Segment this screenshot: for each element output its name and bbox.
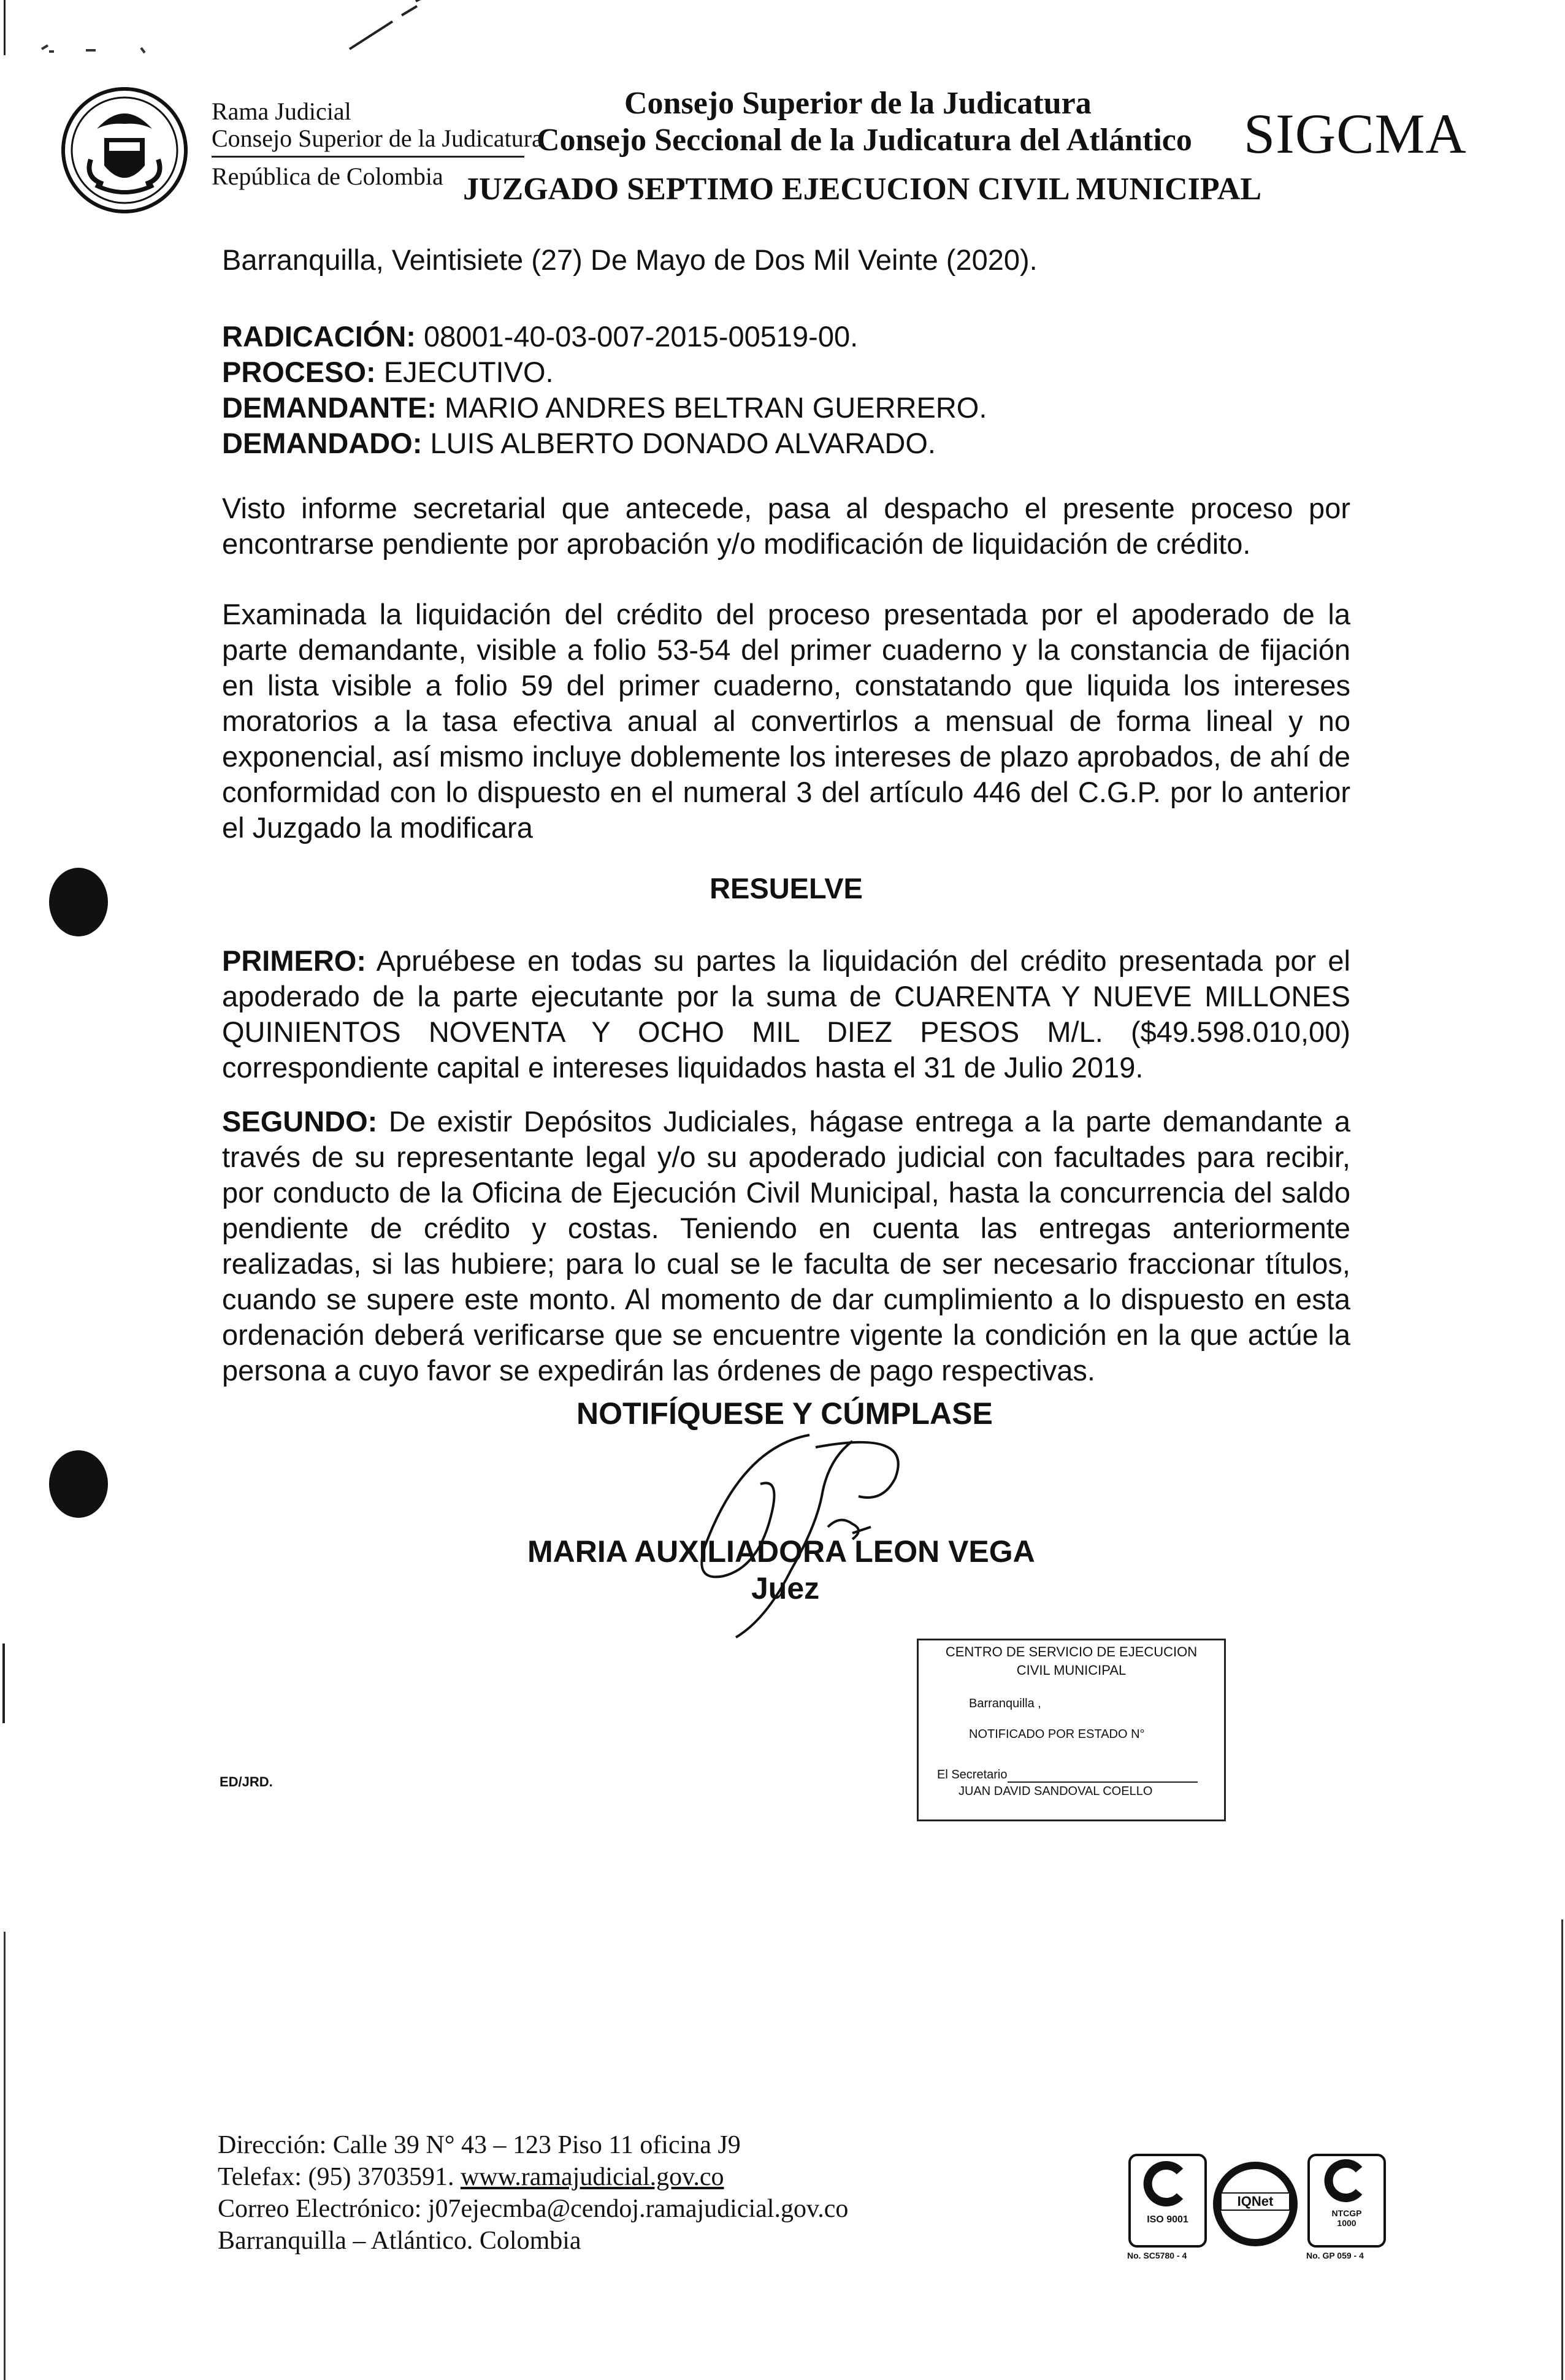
footer-address-block — [218, 2129, 1076, 2257]
demandado-label: DEMANDADO: — [222, 427, 423, 459]
judge-title: Juez — [751, 1571, 820, 1605]
proceso-row — [222, 354, 1338, 390]
iso-9001-cert-logo — [1128, 2154, 1207, 2248]
punch-hole — [49, 868, 108, 936]
proceso-value: EJECUTIVO. — [383, 356, 554, 388]
radicacion-value: 08001-40-03-007-2015-00519-00. — [423, 320, 859, 353]
icontec-c-icon — [1310, 2156, 1383, 2205]
footer-direccion: Dirección: Calle 39 N° 43 – 123 Piso 11 oficina J9 — [218, 2131, 741, 2159]
paragraph-segundo — [222, 1104, 1350, 1388]
iqnet-cert-logo — [1213, 2162, 1298, 2246]
demandado-value: LUIS ALBERTO DONADO ALVARADO. — [430, 427, 936, 459]
header-sigcma: SIGCMA — [1244, 102, 1467, 165]
header-divider — [212, 156, 524, 158]
scan-margin-line — [4, 0, 6, 55]
primero-text: Apruébese en todas su partes la liquidación del crédito presentada por el apoderado de la parte ejecutante por la suma de CUARENTA Y NUEVE MILLONES QUINIENTOS NOVENTA Y OCHO MIL DIEZ PESOS M/L. ($49.598.010,00) correspondiente capital e intereses liquidados hasta el 31 de Julio 2019. — [222, 944, 1350, 1084]
stamp-line2: CIVIL MUNICIPAL — [1016, 1663, 1127, 1678]
header-republica: República de Colombia — [212, 163, 443, 190]
header-title-juzgado: JUZGADO SEPTIMO EJECUCION CIVIL MUNICIPAL — [463, 172, 1262, 207]
segundo-label: SEGUNDO: — [222, 1105, 378, 1138]
header-title-consejo-seccional: Consejo Seccional de la Judicatura del Atlántico — [537, 123, 1192, 158]
gp-cert-number: No. GP 059 - 4 — [1306, 2251, 1364, 2260]
stamp-secretario-row — [937, 1767, 1224, 1783]
scan-pen-mark — [343, 0, 429, 55]
radicacion-label: RADICACIÓN: — [222, 320, 416, 353]
icontec-c-icon — [1131, 2156, 1204, 2211]
stamp-notificado: NOTIFICADO POR ESTADO N° — [969, 1728, 1145, 1741]
segundo-text: De existir Depósitos Judiciales, hágase entrega a la parte demandante a través de su representante legal y/o su apoderado judicial con facultades para recibir, por conducto de la Oficina de Ejecución Civil Municipal, hasta la concurrencia del saldo pendiente de crédito y costas. Teniendo en cuenta las entregas anteriormente realizadas, si las hubiere; para lo cual se le faculta de ser necesario fraccionar títulos, cuando se supere este monto. Al momento de dar cumplimiento a lo dispuesto en esta ordenación deberá verificarse que se encuentre vigente la condición en la que actúe la persona a cuyo favor se expedirán las órdenes de pago respectivas. — [222, 1105, 1350, 1387]
ntcgp-label: NTCGP 1000 — [1331, 2208, 1362, 2228]
iqnet-label: IQNet — [1220, 2192, 1290, 2211]
header-consejo-superior-small: Consejo Superior de la Judicatura — [212, 124, 543, 152]
notifiquese-heading: NOTIFÍQUESE Y CÚMPLASE — [576, 1396, 993, 1431]
footer-web-link[interactable]: www.ramajudicial.gov.co — [460, 2163, 724, 2191]
paragraph-visto-informe: Visto informe secretarial que antecede, pasa al despacho el presente proceso por encontrarse pendiente por aprobación y/o modificación de liquidación de crédito. — [222, 492, 1350, 560]
demandante-row — [222, 390, 1338, 426]
scan-margin-line — [1561, 1919, 1563, 2380]
notification-stamp — [917, 1639, 1226, 1821]
proceso-label: PROCESO: — [222, 356, 376, 388]
footer-telefax: Telefax: (95) 3703591. — [218, 2163, 461, 2191]
stamp-secretario-name: JUAN DAVID SANDOVAL COELLO — [959, 1785, 1153, 1798]
scan-margin-line — [2, 1643, 5, 1723]
footer-correo: Correo Electrónico: j07ejecmba@cendoj.ramajudicial.gov.co — [218, 2195, 849, 2223]
footer-ciudad: Barranquilla – Atlántico. Colombia — [218, 2227, 581, 2255]
iso-cert-number: No. SC5780 - 4 — [1127, 2251, 1187, 2260]
demandado-row — [222, 426, 1338, 461]
punch-hole — [49, 1450, 108, 1518]
paragraph-examinada: Examinada la liquidación del crédito del proceso presentada por el apoderado de la parte demandante, visible a folio 53-54 del primer cuaderno y la constancia de fijación en lista visible a folio 59 del primer cuaderno, constatando que liquida los intereses moratorios a la tasa efectiva anual al convertirlos a mensual de forma lineal y no exponencial, así mismo incluye doblemente los intereses de plazo aprobados, de ahí de conformidad con lo dispuesto en el numeral 3 del artículo 446 del C.G.P. por lo anterior el Juzgado la modificara — [222, 598, 1350, 844]
primero-label: PRIMERO: — [222, 944, 366, 977]
paragraph-primero — [222, 943, 1350, 1085]
header-title-consejo-superior: Consejo Superior de la Judicatura — [624, 86, 1092, 121]
stamp-city: Barranquilla , — [969, 1697, 1041, 1710]
scan-top-marks — [37, 37, 159, 61]
radicacion-row — [222, 319, 1338, 354]
demandante-value: MARIO ANDRES BELTRAN GUERRERO. — [444, 391, 987, 424]
scan-margin-line — [4, 1932, 6, 2380]
colombia-coat-of-arms-seal — [60, 86, 189, 215]
demandante-label: DEMANDANTE: — [222, 391, 437, 424]
judge-name: MARIA AUXILIADORA LEON VEGA — [527, 1534, 1035, 1569]
case-info — [222, 319, 1338, 461]
footer-telefax-row — [218, 2161, 1076, 2193]
iso-label: ISO 9001 — [1147, 2214, 1188, 2225]
initials: ED/JRD. — [220, 1774, 273, 1789]
ntcgp-1000-cert-logo — [1307, 2154, 1386, 2248]
date-line: Barranquilla, Veintisiete (27) De Mayo de Dos Mil Veinte (2020). — [222, 243, 1038, 276]
header-rama-judicial: Rama Judicial — [212, 98, 351, 125]
stamp-line1: CENTRO DE SERVICIO DE EJECUCION — [945, 1644, 1198, 1659]
resuelve-heading: RESUELVE — [710, 872, 863, 905]
stamp-secretario-label: El Secretario — [937, 1768, 1008, 1781]
